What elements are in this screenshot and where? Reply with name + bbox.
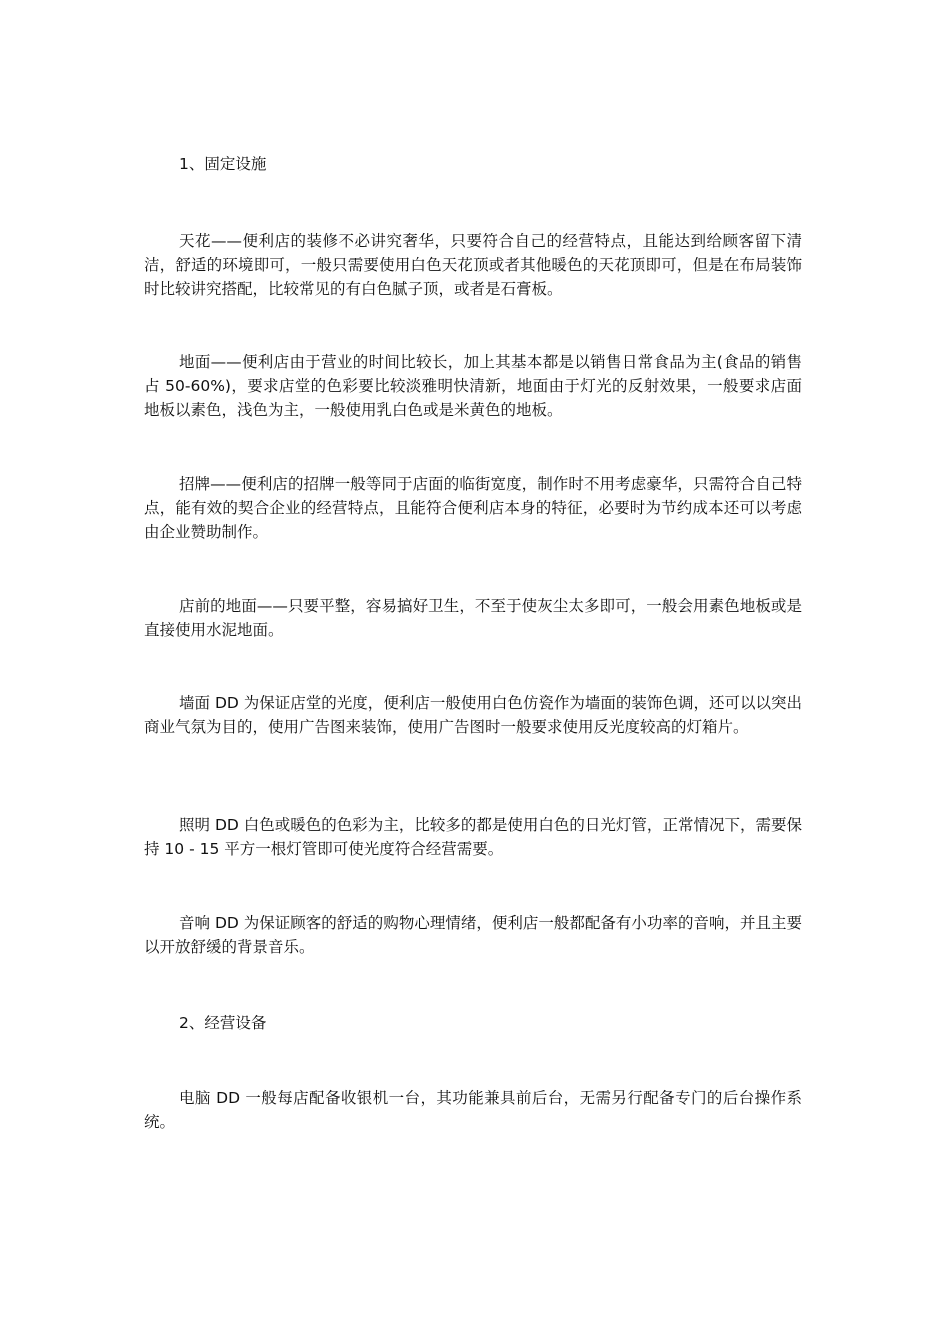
paragraph-ceiling: 天花——便利店的装修不必讲究奢华，只要符合自己的经营特点，且能达到给顾客留下清洁，舒适的环境即可，一般只需要使用白色天花顶或者其他暖色的天花顶即可，但是在布局装饰时比较讲究搭配，比较常见的有白色腻子顶，或者是石膏板。 — [144, 232, 802, 298]
paragraph-lighting: 照明 DD 白色或暖色的色彩为主，比较多的都是使用白色的日光灯管，正常情况下，需要保持 10 - 15 平方一根灯管即可使光度符合经营需要。 — [144, 816, 802, 858]
section-heading-fixed-facilities: 1、固定设施 — [179, 155, 267, 173]
paragraph-computer: 电脑 DD 一般每店配备收银机一台，其功能兼具前后台，无需另行配备专门的后台操作系统。 — [144, 1089, 802, 1131]
paragraph-signboard: 招牌——便利店的招牌一般等同于店面的临街宽度，制作时不用考虑豪华，只需符合自己特点，能有效的契合企业的经营特点，且能符合便利店本身的特征，必要时为节约成本还可以考虑由企业赞助制作。 — [144, 475, 802, 541]
paragraph-audio: 音响 DD 为保证顾客的舒适的购物心理情绪，便利店一般都配备有小功率的音响，并且主要以开放舒缓的背景音乐。 — [144, 914, 802, 956]
section-heading-business-equipment: 2、经营设备 — [179, 1014, 267, 1032]
paragraph-wall: 墙面 DD 为保证店堂的光度，便利店一般使用白色仿瓷作为墙面的装饰色调，还可以以突出商业气氛为目的，使用广告图来装饰，使用广告图时一般要求使用反光度较高的灯箱片。 — [144, 694, 802, 736]
paragraph-storefront-ground: 店前的地面——只要平整，容易搞好卫生，不至于使灰尘太多即可，一般会用素色地板或是直接使用水泥地面。 — [144, 597, 802, 639]
paragraph-floor: 地面——便利店由于营业的时间比较长，加上其基本都是以销售日常食品为主(食品的销售占 50-60%)，要求店堂的色彩要比较淡雅明快清新，地面由于灯光的反射效果，一般要求店面地板以素色，浅色为主，一般使用乳白色或是米黄色的地板。 — [144, 353, 802, 419]
